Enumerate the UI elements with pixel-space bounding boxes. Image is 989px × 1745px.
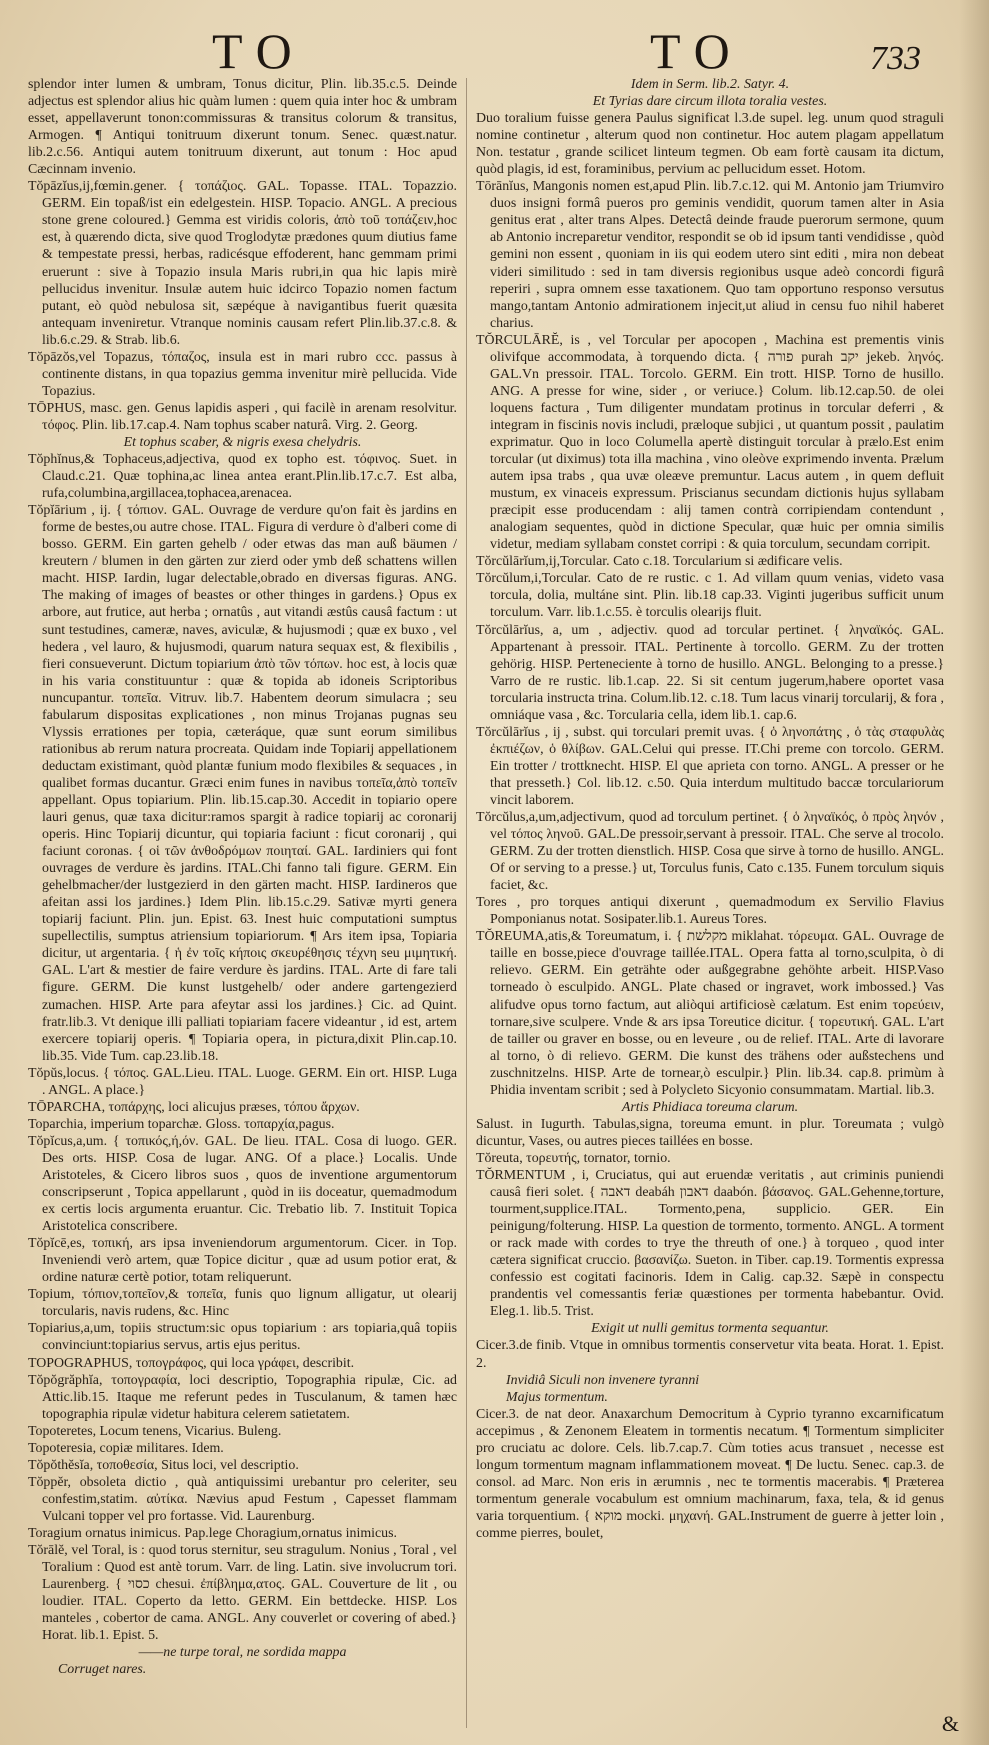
column-divider	[466, 78, 467, 1728]
page-number: 733	[870, 40, 921, 77]
dictionary-entry: Duo toralium fuisse genera Paulus significat l.3.de supel. leg. unum quod straguli nomine continetur , alterum quod non continetur. Hoc autem plagam appellatum Non. testatur , grande scilicet linteum tegmen. Ob eam fortè causam ita dictum, quòd plagis, id est, foraminibus, pervium ac pellucidum esset. Hotom.	[476, 111, 944, 178]
dictionary-entry: Tŏreuta, τορευτής, tornator, tornio.	[476, 1150, 671, 1166]
dictionary-entry: Tŏppĕr, obsoleta dictio , quà antiquissimi urebantur pro celeriter, seu confestim,statim. αὐτίκα. Nævius apud Festum , Capesset flammam Vulcani topper vel pro fortasse. Vid. Laurenburg.	[28, 1474, 457, 1524]
left-column	[28, 76, 457, 1731]
dictionary-entry: Cicer.3. de nat deor. Anaxarchum Democritum à Cyprio tyranno excarnificatum accepimus , & Zenonem Eleatem in tormentis necatum. ¶ Tormentum simpliciter pro cruciatu ac dolore. Cels. lib.7.cap.7. Cùm toties acus transuet , necesse est longum tormentum magnam inflammationem moveat. ¶ De luctu. Senec. cap.3. de consol. ad Marc. Non eris in ærumnis , nec te tormentis macerabis. ¶ Præterea tormentum generale vocabulum est omnium machinarum, faxa, tela, & id genus varia torquentium. { מוקא mocki. μηχανή. GAL.Instrument de guerre à jetter loin , comme pierres, boulet,	[476, 1406, 944, 1541]
running-head-left: TO	[212, 23, 306, 79]
dictionary-entry: Tŏpĭcē,es, τοπική, ars ipsa inveniendorum argumentorum. Cicer. in Top. Inveniendi verò artem, quæ Topice dicitur , quæ ad usum potior erat, & ordine naturæ certè potior, totam reliquerunt.	[28, 1236, 457, 1286]
dictionary-entry: Tŏpŭs,locus. { τόπος. GAL.Lieu. ITAL. Luoge. GERM. Ein ort. HISP. Luga . ANGL. A place.}	[28, 1065, 457, 1098]
dictionary-entry: Tores , pro torques antiqui dixerunt , quemadmodum ex Servilio Flavius Pomponianus notat. Sosipater.lib.1. Aureus Tores.	[476, 895, 944, 928]
dictionary-entry: TŌPHUS, masc. gen. Genus lapidis asperi , qui facilè in arenam resolvitur. τόφος. Plin. lib.17.cap.4. Nam tophus scaber naturâ. Virg. 2. Georg.	[28, 400, 457, 433]
dictionary-entry: Topium, τόπιον,τοπεῖον,& τοπεῖα, funis quo lignum alligatur, ut olearij torcularis, navis rudens, &c. Hinc	[28, 1287, 457, 1320]
dictionary-entry: Toparchia, imperium toparchæ. Gloss. τοπαρχία,pagus.	[28, 1116, 335, 1132]
quotation: Et Tyrias dare circum illota toralia vestes.	[592, 94, 828, 110]
dictionary-entry: Tŏpĭcus,a,um. { τοπικός,ή,όν. GAL. De lieu. ITAL. Cosa di luogo. GER. Des orts. HISP. Cosa de lugar. ANG. Of a place.} Localis. Unde Aristoteles, & Cicero libros suos , quos de inventione argumentorum conscripserunt , Topica appellarunt , quòd in iis doceatur, quemadmodum ex certis locis argumenta eruantur. Cic. Trebatio lib. 7. Instituit Topica Aristotelica conscribere.	[28, 1133, 457, 1235]
dictionary-entry: Topiarius,a,um, topiis structum:sic opus topiarium : ars topiaria,quâ topiis convinciunt:topiarius servus, artis ejus peritus.	[28, 1321, 457, 1354]
dictionary-entry: TŎREUMA,atis,& Toreumatum, i. { מקלשת miklahat. τόρευμα. GAL. Ouvrage de taille en bosse,piece d'ouvrage taillée.ITAL. Opera fatta al torno,sculpita, ò di relievo. GERM. Ein geträhte oder außgegrabne gehöhte arbeit. HISP.Vaso torneado ò esculpido. ANGL. Plate chased or ingravet, work imbossed.} Vas alifudve opus torno factum, aut aliòqui artificiosè cælatum. Est enim τορεύειν, tornare,sive sculpere. Vnde & ars ipsa Toreutice dicitur. { τορευτική. GAL. L'art de tailler ou graver en bosse, ou en leveure , ou de relief. ITAL. Arte di lavorare al torno, ò di relievo. GERM. Die kunst des trähens oder außstechens und zuschnitzelns. HISP. Arte de tornear,ò esculpir.} Plin. lib.34. cap.8. primùm à Phidia inventam scribit ; sed à Polycleto Sicyonio consummatam. Martial. lib.3.	[476, 929, 944, 1098]
dictionary-entry: splendor inter lumen & umbram, Tonus dicitur, Plin. lib.35.c.5. Deinde adjectus est splendor alius hic quàm lumen : quem quia inter hoc & umbram esset, appellaverunt tonon:commissuras & transitus colorum & transitus, Armogen. ¶ Antiqui tonitruum dixerunt tonum. Senec. quæst.natur. lib.2.c.56. Antiqui autem tonitruum dixerunt, aut tonum : Hoc apud Cæcinnam invenio.	[28, 77, 457, 178]
quotation: Et tophus scaber, & nigris exesa chelydris.	[123, 434, 362, 450]
right-column	[476, 76, 944, 1731]
quotation: Majus tormentum.	[506, 1389, 608, 1405]
dictionary-entry: Tŏpĭārium , ij. { τόπιον. GAL. Ouvrage de verdure qu'on fait ès jardins en forme de bestes,ou autre chose. ITAL. Figura di verdure ò d'alberi come di bosso. GERM. Ein garten gehelb / oder etwas das man auß bäumen / kreutern / blumen in den gärten zur zierd oder ymb deß schattens willen macht. HISP. Iardin, lugar delectable,obrado en diversas figuras. ANG. The making of images of beastes or other thinges in gardens.} Opus ex arbore, aut frutice, aut herba ; ornatûs , aut vitandi æstûs causâ factum : ut sunt testudines, cameræ, naves, aviculæ, & hujusmodi ; quæ ex buxo , vel hedera , vel lauro, & hujusmodi, quarum natura sequax est, & flexibilis , fieri consueverunt. Dictum topiarium ἀπὸ τῶν τόπων. hoc est, à locis quæ in his varia constituuntur : quæ & topida ab idoneis Scriptoribus nuncupantur. τοπεῖα. Vitruv. lib.7. Habentem deorum simulacra ; seu fabularum dispositas explicationes , non minus Trojanas pugnas seu Vlyssis errationes per topia, cæteráque, quæ sunt eorum similibus rationibus ab rerum natura procreata. Quidam inde Topiarij appellationem deductam existimant, quòd plantæ funium modo flexibiles & sequaces , in qualibet formas ducantur. Græci enim funes in navibus τοπεῖα,ἀπὸ τοπεῖν appellant. Opus topiarium. Plin. lib.15.cap.30. Accedit in topiario opere lauri genus, quæ taxa dicitur:ramos spargit à radice topiarij ac coronarij operis. Hinc Topiarij dicuntur, qui topiaria faciunt : ficut coronarij , qui faciunt coronas. { οἱ τῶν ἀνθοδρόμων ποιηταί. GAL. Iardiniers qui font ouvrages de verdure ès jardins. ITAL.Chi fanno tali figure. GERM. Ein gehelbmacher/der lustgezierd in den gärten macht. HISP. Iardineros que afeitan assi los jardines.} Idem Plin. lib.15.c.29. Sativæ myrti genera topiarij faciunt. Plin. jun. Epist. 63. Inest huic computationi sumptus supellectilis, sumptus atriensium topiariorum. ¶ Ars item ipsa, Topiaria dicitur, ut argentaria. { ἡ ἐν τοῖς κήποις σκευρέθησις τέχνη seu μιμητική. GAL. L'art & mestier de faire verdure ès jardins. ITAL. Arte di fare tali figure. GERM. Die kunst lustgehelb/ oder andere gartengezierd zumachen. HISP. Arte para afeytar assi los jardines.} Cic. ad Quint. fratr.lib.3. Vt denique illi palliati topiariam facere videantur , id est, artem exercere topiarij operis. ¶ Topiaria opera, in pictura,dixit Plin.cap.10. lib.35. Vide Tum. cap.23.lib.18.	[28, 503, 457, 1064]
dictionary-entry: Topoteretes, Locum tenens, Vicarius. Buleng.	[28, 1423, 282, 1439]
quotation: Corruget nares.	[58, 1662, 147, 1678]
dictionary-entry: TŎRMENTUM , i, Cruciatus, qui aut eruendæ veritatis , aut criminis puniendi causâ fieri solet. { דאבה deabáh דאבון daabón. βάσανος. GAL.Gehenne,torture, tourment,supplice.ITAL. Tormento,pena, supplicio. GER. Ein peinigung/folterung. HISP. La question de tormento, tormento. ANGL. A torment or rack made with cordes to trye the threuth of one.} à torqueo , quod inter cætera significat cruccio. βασανίζω. Sueton. in Tiber. cap.19. Tormentis expressa confessio est cogitati facinoris. Idem in Calig. cap.32. Sæpè in conspectu prandentis vel comessantis feriæ quæstiones per tormenta habebantur. Ovid. Eleg.1. lib.5. Trist.	[476, 1168, 944, 1320]
dictionary-entry: Tŏpāzŏs,vel Topazus, τόπαζος, insula est in mari rubro ccc. passus à continente distans, in qua topazius gemma invenitur mirè pellucida. Vide Topazius.	[28, 349, 457, 399]
dictionary-entry: Toragium ornatus inimicus. Pap.lege Choragium,ornatus inimicus.	[28, 1525, 398, 1541]
dictionary-entry: Tŏrcŭlus,a,um,adjectivum, quod ad torculum pertinet. { ὁ ληναϊκός, ὁ πρὸς ληνόν , vel τόπος ληνοῦ. GAL.De pressoir,servant à pressoir. ITAL. Che serve al trocolo. GERM. Zu der trotten dienstlich. HISP. Cosa que sirve à torno de husillo. ANGL. Of or serving to a presse.} ut, Torculus funis, Cato c.135. Funem torculum siquis faciet, &c.	[476, 810, 944, 894]
quotation: Artis Phidiaca toreuma clarum.	[621, 1099, 799, 1115]
quotation: ——ne turpe toral, ne sordida mappa	[138, 1645, 347, 1661]
quotation: Idem in Serm. lib.2. Satyr. 4.	[630, 77, 790, 92]
dictionary-entry: Cicer.3.de finib. Vtque in omnibus tormentis conservetur vita beata. Horat. 1. Epist. 2.	[476, 1338, 944, 1371]
catchword: &	[941, 1711, 959, 1736]
page-header	[0, 0, 989, 78]
dictionary-entry: Tŏrcŭlum,i,Torcular. Cato de re rustic. c 1. Ad villam quum venias, videto vasa torcula, dolia, multáne sint. Plin. lib.18 cap.33. Viginti jugeribus sufficit unum torculum. Varr. lib.1.c.55. è torculis olearijs fluit.	[476, 571, 944, 621]
dictionary-entry: Tŏpŏgrăphĭa, τοπογραφία, loci descriptio, Topographia ripulæ, Cic. ad Attic.lib.15. Itaque me referunt pedes in Tusculanum, & tamen hæc topographia ripulæ videtur habitura celerem satietatem.	[28, 1372, 457, 1422]
dictionary-entry: Tŏpŏthĕsĭa, τοποθεσία, Situs loci, vel descriptio.	[28, 1457, 299, 1473]
dictionary-entry: Tŏrcŭlārĭus, a, um , adjectiv. quod ad torcular pertinet. { ληναϊκός. GAL. Appartenant à pressoir. ITAL. Pertinente à torcollo. GERM. Zu der trotten gehörig. HISP. Perteneciente à torno de husillo. ANGL. Belonging to a presse.} Varro de re rustic. lib.1.cap. 22. Si sit centum jugerum,habere oportet vasa torcularia instructa trina. Colum.lib.12. c.18. Tum lacus vinarij torcularij, & fora , omniáque vasa , &c. Torcularia cella, idem lib.1. cap.6.	[476, 622, 944, 723]
dictionary-entry: TŌPARCHA, τοπάρχης, loci alicujus præses, τόπου ἄρχων.	[28, 1099, 360, 1115]
dictionary-entry: Salust. in Iugurth. Tabulas,signa, toreuma emunt. in plur. Toreumata ; vulgò dicuntur, Vases, ou autres pieces taillées en bosse.	[476, 1116, 944, 1149]
dictionary-entry: Topoteresia, copiæ militares. Idem.	[28, 1440, 224, 1456]
quotation: Invidiâ Siculi non invenere tyranni	[506, 1372, 700, 1388]
dictionary-entry: Tōrānĭus, Mangonis nomen est,apud Plin. lib.7.c.12. qui M. Antonio jam Triumviro duos insigni formâ pueros pro geminis vendidit, quorum tamen alter in Asia genitus erat , alter trans Alpes. Detectâ deinde fraude puerorum sermone, quum ab Antonio increparetur venditor, respondit se ob id ipsum tanti vendidisse , quòd gemini non essent , quoniam in iis qui eodem utero sint editi , mira non debeat videri similitudo : sed in tam diversis regionibus usque adeò concordi figurâ reperiri , supra omnem esse taxationem. Quo tam opportuno responso versutus mango,tantam Antonio admirationem injecit,ut aliud in censu fuo nihil haberet charius.	[476, 179, 944, 331]
dictionary-entry: Tŏrālĕ, vel Toral, is : quod torus sternitur, seu stragulum. Nonius , Toral , vel Toralium : Quod est antè torum. Varr. de ling. Latin. sive involucrum tori. Laurenberg. { כסוי chesui. ἐπίβλημα,ατος. GAL. Couverture de lit , ou loudier. ITAL. Coperto da letto. GERM. Ein bettdecke. HISP. Los manteles , cobertor de cama. ANGL. Any couverlet or covering of abed.} Horat. lib.1. Epist. 5.	[28, 1543, 457, 1644]
page-edge-shadow	[959, 0, 989, 1745]
dictionary-entry: Tŏphĭnus,& Tophaceus,adjectiva, quod ex topho est. τόφινος. Suet. in Claud.c.21. Quæ tophina,ac linea antea erant.Plin.lib.17.c.7. Est alba, rufa,columbina,argillacea,tophacea,arenacea.	[28, 452, 457, 502]
running-head-right: TO	[650, 23, 744, 79]
dictionary-entry: Tŏpāzĭus,ij,fœmin.gener. { τοπάζιος. GAL. Topasse. ITAL. Topazzio. GERM. Ein topaß/ist ein edelgestein. HISP. Topacio. ANGL. A precious stone grene coloured.} Gemma est viridis coloris, ἀπὸ τοῦ τοπάζειν,hoc est, à quærendo dicta, sive quod Troglodytæ prædones quum diutius fame & tempestate pressi, herbas, radicésque effoderent, hanc gemmam primi eruerunt : sive à Topazio insula Maris rubri,in qua hic lapis mirè pellucidus invenitur. Insulæ autem huic idcirco Topazio nomen factum putant, eò quòd nebulosa sit, sæpéque à navigantibus fuerit quæsita antequam inveniretur. Vtranque nominis causam refert Plin.lib.37.c.8. & lib.6.c.29. & Strab. lib.6.	[28, 179, 457, 348]
dictionary-entry: TOPOGRAPHUS, τοπογράφος, qui loca γράφει, describit.	[28, 1355, 355, 1371]
dictionary-entry: TŎRCULĀRĔ, is , vel Torcular per apocopen , Machina est prementis vinis olivifque accommodata, à torquendo dicta. { פורה purah יקב jekeb. ληνός. GAL.Vn pressoir. ITAL. Torcolo. GERM. Ein trott. HISP. Torno de husillo. ANG. A presse for wine, sider , or veriuce.} Colum. lib.12.cap.50. de olei loquens factura , Tum diligenter mundatam protinus in torcular deferri , & integram in fiscinis novis includi, præloque subjici , ut quantum possit , paulatim exprimatur. Quo in loco Columella apertè distinguit torcular à prælo.Est enim torcular (ut diximus) tota illa machina , vino oleòve exprimendo inventa. Prælum autem ipsa trabs , qua uvæ oleæve premuntur. Lacus autem , in quem defluit mustum, ex vinaceis expressum. Priscianus secundam dictionis hujus syllabam præcipit esse producendam : alij tamen contrà corripiendam contendunt , analogiam sequentes, quòd in dictione Specular, quæ huic per omnia similis videtur, mediam syllabam constet corripi : & quia torculum, secundam corripit.	[476, 332, 944, 553]
dictionary-entry: Tŏrcŭlārĭum,ij,Torcular. Cato c.18. Torcularium si ædificare velis.	[476, 554, 843, 570]
quotation: Exigit ut nulli gemitus tormenta sequantur.	[591, 1321, 829, 1337]
dictionary-entry: Tŏrcŭlārĭus , ij , subst. qui torculari premit uvas. { ὁ ληνοπάτης , ὁ τὰς σταφυλὰς ἐκπιέζων, ὁ θλίβων. GAL.Celui qui presse. IT.Chi preme con torcolo. GERM. Ein trotter / trottknecht. HISP. El que aprieta con torno. ANGL. A presser or he that presseth.} Col. lib.12. c.50. Quia interdum multitudo baccæ torculariorum vincit laborem.	[476, 724, 944, 808]
